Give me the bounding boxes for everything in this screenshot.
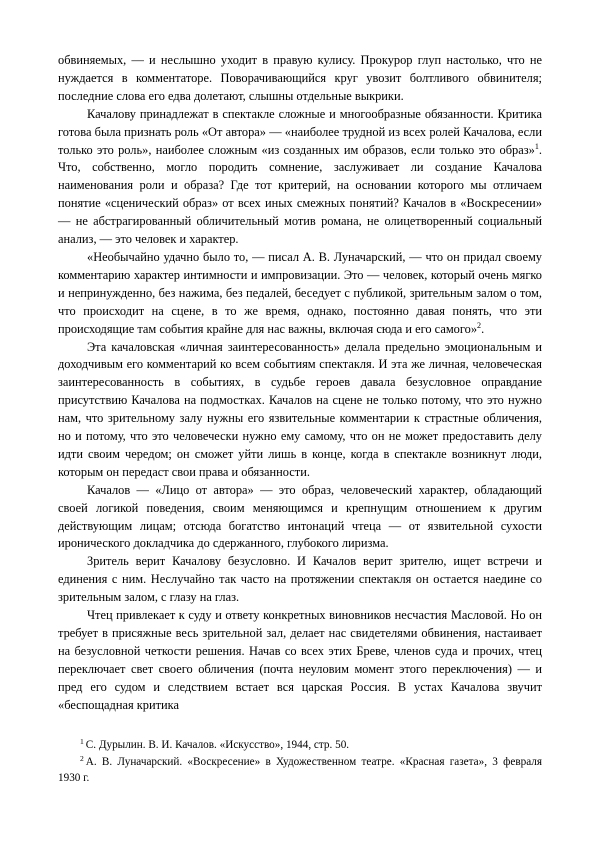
paragraph-text-before-footnote-ref: «Необычайно удачно было то, — писал А. В. Луначарский, — что он придал своему комментарию характер интимности и импровизации. Это — человек, который очень мягко и непринужденно, без нажима, без педалей, беседует с публикой, зрительным залом о том, что происходит на сцене, в то же время, однако, постоянно давая понять, что эти происходящие там события крайне для нас важны, включая сюда и его самого» — [58, 249, 542, 336]
footnote-item — [58, 754, 542, 787]
paragraph — [58, 106, 542, 249]
paragraph: Качалов — «Лицо от автора» — это образ, человеческий характер, обладающий своей логикой поведения, своим меняющимся и крепнущим отношением к другим действующим лицам; отсюда богатство интонаций чтеца — от язвительной сухости иронического докладчика до сдержанного, глубокого лиризма. — [58, 482, 542, 551]
footnote-ref-2[interactable]: 2 — [477, 320, 482, 330]
paragraph: Чтец привлекает к суду и ответу конкретных виновников несчастия Масловой. Но он требует в присяжные весь зрительной зал, делает нас свидетелями обвинения, настаивает на безусловной четкости решения. Начав со всех этих Бреве, членов суда и прочих, чтец переключает свет своего обличения (почта неуловим момент этого переключения) — и пред его судом и следствием встает вся царская Россия. В устах Качалова звучит «беспощадная критика — [58, 608, 542, 712]
paragraph: Зритель верит Качалову безусловно. И Качалов верит зрителю, ищет встречи и единения с ним. Неслучайно так часто на протяжении спектакля он остается наедине со зрительным залом, с глазу на глаз. — [58, 554, 542, 605]
paragraph — [58, 249, 542, 339]
footnote-number-1: 1 — [80, 737, 84, 746]
footnote-text: А. В. Луначарский. «Воскресение» в Художественном театре. «Красная газета», 3 февраля 1930 г. — [58, 755, 542, 785]
footnote-item — [58, 737, 542, 754]
footnote-ref-1[interactable]: 1 — [534, 141, 539, 151]
paragraph: Эта качаловская «личная заинтересованность» делала предельно эмоциональным и доходчивым его комментарий ко всем событиям спектакля. И эта же личная, человеческая заинтересованность в событиях, в судьбе героев давала безусловное оправдание присутствию Качалова на подмостках. Качалов на сцене не только потому, что это нужно нам, что зрительному залу нужны его язвительные комментарии к страстные обличения, но и потому, что это человечески нужно ему самому, что он не может предоставить делу идти своим чередом; он сможет уйти лишь в конце, когда в спектакле возникнут люди, которым он передаст свои права и обязанности. — [58, 339, 542, 479]
paragraph-continued: обвиняемых, — и неслышно уходит в правую кулису. Прокурор глуп настолько, что не нуждается в комментаторе. Поворачивающийся круг увозит болтливого обвинителя; последние слова его едва долетают, слышны отдельные выкрики. — [58, 53, 542, 103]
body-text-column — [58, 52, 542, 715]
footnote-text: С. Дурылин. В. И. Качалов. «Искусство», 1944, стр. 50. — [85, 739, 350, 751]
footnotes-section — [58, 737, 542, 787]
paragraph-text-after-footnote-ref: . — [481, 321, 485, 336]
paragraph-text-before-footnote-ref: Качалову принадлежат в спектакле сложные и многообразные обязанности. Критика готова была признать роль «От автора» — «наиболее трудной из всех ролей Качалова, если только это роль», наиболее сложным «из созданных им образов, если только это образ» — [58, 106, 542, 157]
paragraph-text-after-footnote-ref: . Что, собственно, могло породить сомнение, заслуживает ли создание Качалова наименования роли и образа? Где тот критерий, на основании которого мы отличаем понятие «сценический образ» от всех иных смежных понятий? Качалов в «Воскресении» — не абстрагированный обличительный мотив романа, не олицетворенный социальный анализ, — это человек и характер. — [58, 142, 542, 247]
footnote-number-2: 2 — [80, 753, 84, 763]
